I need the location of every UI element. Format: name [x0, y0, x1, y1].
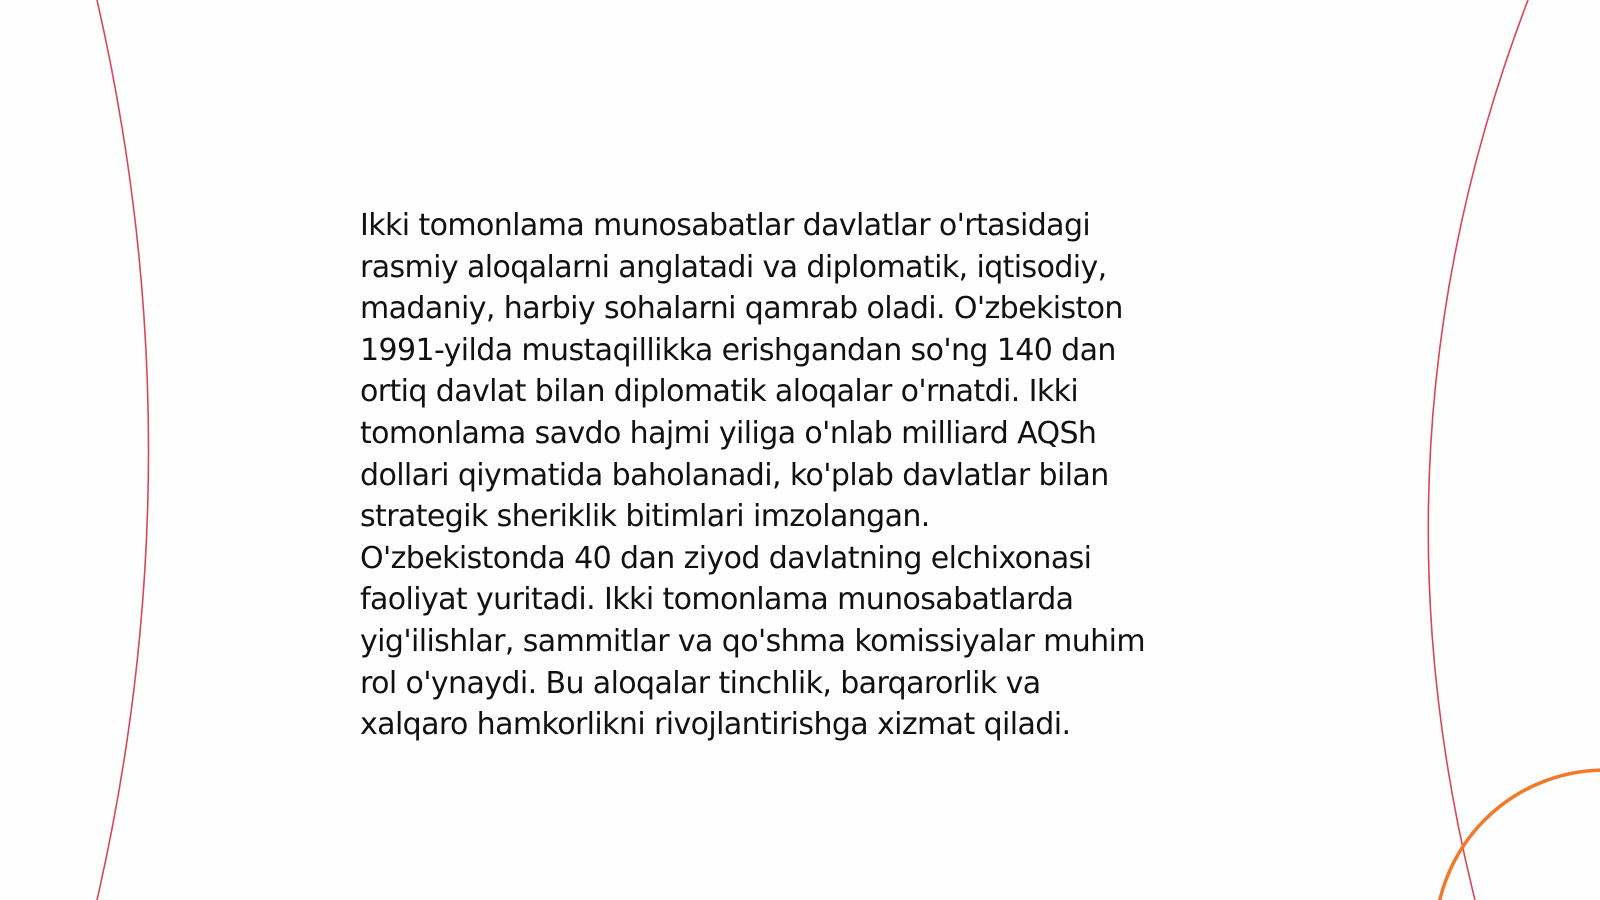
- right-decorative-curve: [1428, 0, 1528, 900]
- body-text: Ikki tomonlama munosabatlar davlatlar o'rtasidagi rasmiy aloqalarni anglatadi va diplomatik, iqtisodiy, madaniy, harbiy sohalarni qamrab oladi. O'zbekiston 1991-yilda mustaqillikka erishgandan so'ng 140 dan ortiq davlat bilan diplomatik aloqalar o'rnatdi. Ikki tomonlama savdo hajmi yiliga o'nlab milliard AQSh dollari qiymatida baholanadi, ko'plab davlatlar bilan strategik sheriklik bitimlari imzolangan. O'zbekistonda 40 dan ziyod davlatning elchixonasi faoliyat yuritadi. Ikki tomonlama munosabatlarda yig'ilishlar, sammitlar va qo'shma komissiyalar muhim rol o'ynaydi. Bu aloqalar tinchlik, barqarorlik va xalqaro hamkorlikni rivojlantirishga xizmat qiladi.: [360, 208, 1145, 743]
- left-decorative-curve: [97, 0, 149, 900]
